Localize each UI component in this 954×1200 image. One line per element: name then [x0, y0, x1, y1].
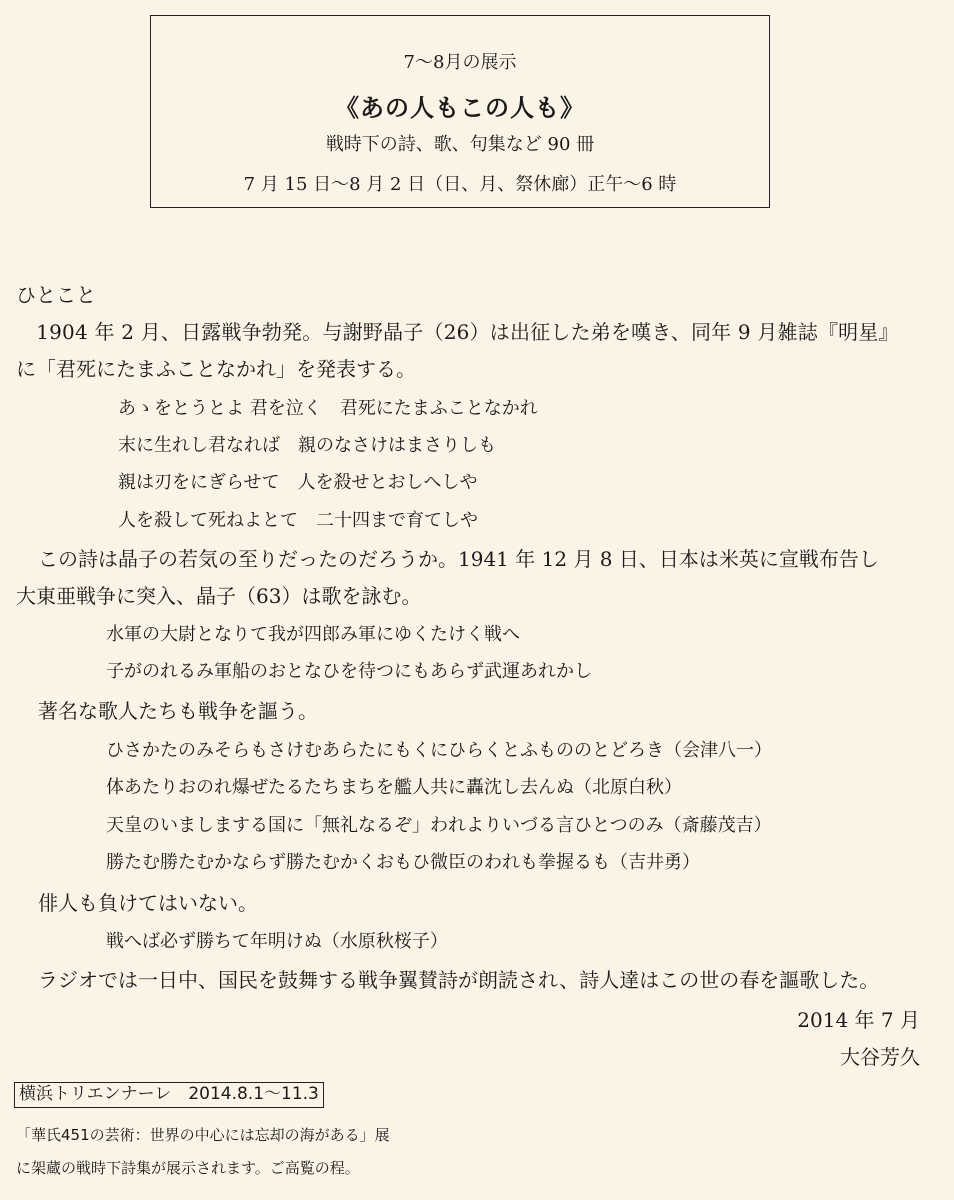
- exhibition-title: 《あの人もこの人も》: [335, 93, 585, 122]
- essay-paragraph-1-line-1: 1904 年 2 月、日露戦争勃発。与謝野晶子（26）は出征した弟を嘆き、同年 9 月雑誌『明星』: [16, 320, 899, 344]
- exhibition-schedule: 7 月 15 日～8 月 2 日（日、月、祭休廊）正午～6 時: [243, 174, 677, 195]
- essay-paragraph-5: ラジオでは一日中、国民を鼓舞する戦争翼賛詩が朗読され、詩人達はこの世の春を謳歌した。: [38, 968, 880, 992]
- exhibition-period: 7～8月の展示: [403, 52, 517, 73]
- poem-line: 末に生れし君なれば 親のなさけはまさりしも: [118, 435, 496, 456]
- essay-paragraph-2-line-2: 大東亜戦争に突入、晶子（63）は歌を詠む。: [16, 584, 422, 608]
- footer-exhibition-line-2: に架蔵の戦時下詩集が展示されます。ご高覧の程。: [16, 1159, 360, 1177]
- triennale-event-label: 横浜トリエンナーレ 2014.8.1～11.3: [14, 1082, 324, 1108]
- tanka-line: 水軍の大尉となりて我が四郎み軍にゆくたけく戦へ: [106, 624, 520, 645]
- tanka-line: ひさかたのみそらもさけむあらたにもくにひらくとふもののとどろき（会津八一）: [106, 740, 772, 761]
- exhibition-subtitle: 戦時下の詩、歌、句集など 90 冊: [325, 134, 595, 155]
- exhibition-notice-box: [150, 15, 770, 208]
- tanka-line: 子がのれるみ軍船のおとなひを待つにもあらず武運あれかし: [106, 661, 592, 682]
- footer-exhibition-line-1: 「華氏451の芸術：世界の中心には忘却の海がある」展: [16, 1126, 390, 1144]
- poem-line: 親は刃をにぎらせて 人を殺せとおしへしや: [118, 472, 478, 493]
- essay-paragraph-3: 著名な歌人たちも戦争を謳う。: [38, 699, 318, 723]
- essay-author: 大谷芳久: [840, 1045, 920, 1069]
- essay-paragraph-4: 俳人も負けてはいない。: [38, 891, 258, 915]
- tanka-line: 勝たむ勝たむかならず勝たむかくおもひ微臣のわれも拳握るも（吉井勇）: [106, 852, 700, 873]
- essay-date: 2014 年 7 月: [797, 1008, 920, 1032]
- tanka-line: 天皇のいましまする国に「無礼なるぞ」われよりいづる言ひとつのみ（斎藤茂吉）: [106, 815, 772, 836]
- poem-line: あゝをとうとよ 君を泣く 君死にたまふことなかれ: [118, 398, 538, 419]
- poem-line: 人を殺して死ねよとて 二十四まで育てしや: [118, 510, 478, 531]
- haiku-line: 戦へば必ず勝ちて年明けぬ（水原秋桜子）: [106, 931, 448, 952]
- tanka-line: 体あたりおのれ爆ぜたるたちまちを艦人共に轟沈し去んぬ（北原白秋）: [106, 777, 682, 798]
- essay-paragraph-1-line-2: に「君死にたまふことなかれ」を発表する。: [16, 357, 416, 381]
- essay-heading: ひとこと: [16, 283, 96, 307]
- essay-paragraph-2-line-1: この詩は晶子の若気の至りだったのだろうか。1941 年 12 月 8 日、日本は米英に宣戦布告し: [38, 547, 879, 571]
